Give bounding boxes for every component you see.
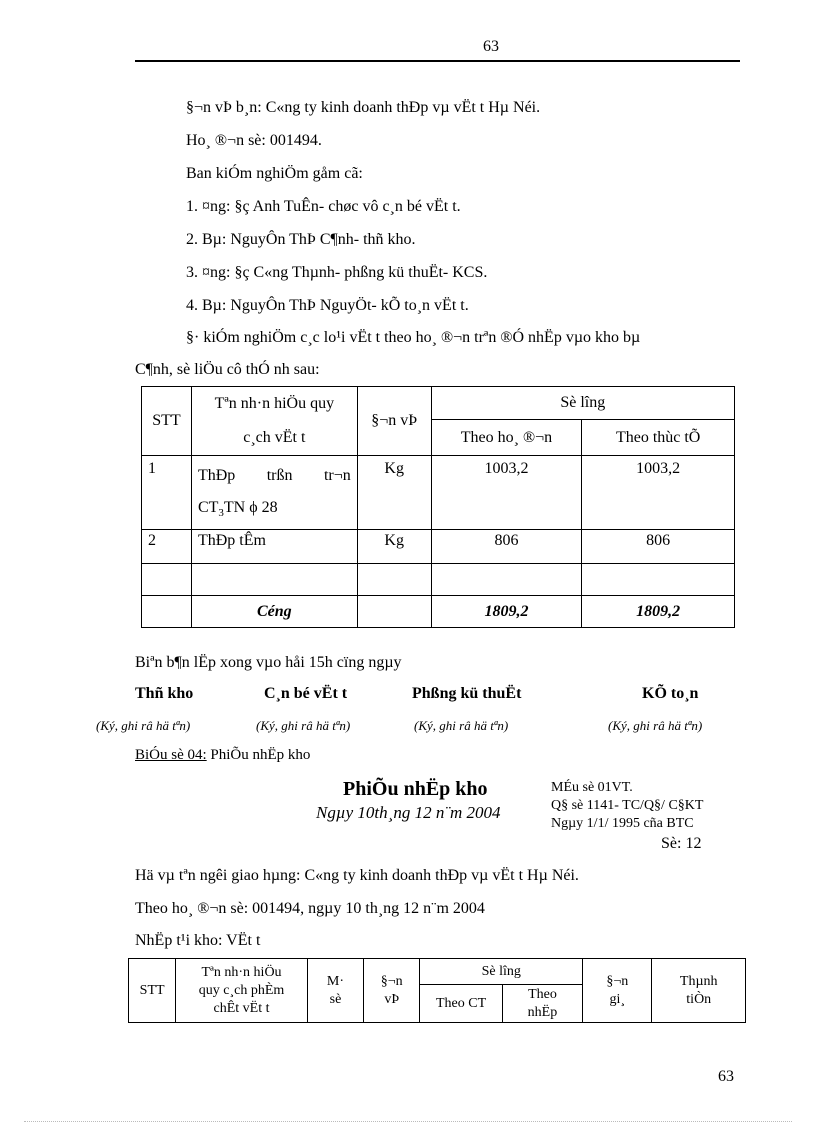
form-line-1: MÉu sè 01VT. xyxy=(551,780,633,795)
invoice-line: Ho¸ ®¬n sè: 001494. xyxy=(186,132,322,149)
figure-text: PhiÕu nhËp kho xyxy=(206,747,311,763)
row-stt: 1 xyxy=(142,456,192,530)
header-rule xyxy=(135,60,740,62)
row-name: ThÐp tÊm xyxy=(191,530,357,564)
row-unit: Kg xyxy=(357,456,431,530)
t2-header-stt: STT xyxy=(129,959,176,1023)
signature-title-materials: C¸n bé vËt t xyxy=(264,685,348,702)
receipt-table xyxy=(128,958,746,1023)
header-unit: §¬n vÞ xyxy=(357,387,431,456)
signature-note-1: (Ký, ghi râ hä tªn) xyxy=(96,718,191,733)
page-number-bottom: 63 xyxy=(718,1068,734,1085)
signature-title-technical: Phßng kü thuËt xyxy=(412,685,522,702)
form-line-2: Q§ sè 1141- TC/Q§/ C§KT xyxy=(551,798,704,813)
t2-header-unit: §¬n vÞ xyxy=(364,959,420,1023)
t2-header-qty: Sè lîng xyxy=(420,959,583,985)
member-4: 4. Bµ: NguyÔn ThÞ NguyÖt- kÕ to¸n vËt t. xyxy=(186,297,469,314)
total-invoice: 1809,2 xyxy=(431,596,582,628)
receipt-title: PhiÕu nhËp kho xyxy=(343,778,488,800)
row-stt: 2 xyxy=(142,530,192,564)
inspection-table xyxy=(141,386,735,628)
member-2: 2. Bµ: NguyÔn ThÞ C¶nh- thñ kho. xyxy=(186,231,416,248)
receipt-number: Sè: 12 xyxy=(661,835,702,852)
total-label: Céng xyxy=(191,596,357,628)
t2-header-amount: Thµnh tiÒn xyxy=(652,959,746,1023)
signature-note-4: (Ký, ghi râ hä tªn) xyxy=(608,718,703,733)
closing-line: Biªn b¶n lËp xong vµo håi 15h cïng ngµy xyxy=(135,654,402,671)
row-name xyxy=(191,456,357,530)
signature-note-3: (Ký, ghi râ hä tªn) xyxy=(414,718,509,733)
t2-header-code: M· sè xyxy=(307,959,363,1023)
header-qty-invoice: Theo ho¸ ®¬n xyxy=(431,420,582,456)
figure-label xyxy=(135,747,310,764)
row-name-a: ThÐp trßn tr¬n xyxy=(197,467,351,484)
t2-header-by-import: Theo nhËp xyxy=(502,985,582,1023)
row-invoice: 1003,2 xyxy=(431,456,582,530)
t2-header-price: §¬n gi¸ xyxy=(583,959,652,1023)
inspection-line-cont: C¶nh, sè liÖu cô thÓ nh sau: xyxy=(135,361,320,378)
header-name xyxy=(191,387,357,456)
footer-divider xyxy=(24,1121,792,1122)
table-total-row xyxy=(142,596,735,628)
row-invoice: 806 xyxy=(431,530,582,564)
page-number-top: 63 xyxy=(483,38,499,55)
total-actual: 1809,2 xyxy=(582,596,735,628)
header-name-line2: c¸ch vËt t xyxy=(243,429,306,446)
signature-title-accountant: KÕ to¸n xyxy=(642,685,699,702)
form-line-3: Ngµy 1/1/ 1995 cña BTC xyxy=(551,816,694,831)
figure-number: BiÓu sè 04: xyxy=(135,747,207,763)
row-unit: Kg xyxy=(357,530,431,564)
receipt-date: Ngµy 10th¸ng 12 n¨m 2004 xyxy=(316,803,501,822)
table-row-empty xyxy=(142,564,735,596)
row-name-b: $CT_3TN$ ϕ 28 xyxy=(197,499,278,520)
table-row xyxy=(142,456,735,530)
warehouse-line: NhËp t¹i kho: VËt t xyxy=(135,932,261,949)
t2-header-by-ct: Theo CT xyxy=(420,985,502,1023)
member-1: 1. ¤ng: §ç Anh TuÊn- chøc vô c¸n bé vËt t. xyxy=(186,198,461,215)
signature-title-storekeeper: Thñ kho xyxy=(135,685,194,702)
table-row xyxy=(142,530,735,564)
header-qty: Sè lîng xyxy=(431,387,734,420)
row-actual: 806 xyxy=(582,530,735,564)
signature-note-2: (Ký, ghi râ hä tªn) xyxy=(256,718,351,733)
inspection-line: §· kiÓm nghiÖm c¸c lo¹i vËt t theo ho¸ ®¬n trªn ®Ó nhËp vµo kho bµ xyxy=(186,329,641,346)
seller-line: §¬n vÞ b¸n: C«ng ty kinh doanh thÐp vµ vËt t Hµ Néi. xyxy=(186,99,541,116)
row-actual: 1003,2 xyxy=(582,456,735,530)
form-reference xyxy=(551,779,703,833)
header-stt: STT xyxy=(142,387,192,456)
member-3: 3. ¤ng: §ç C«ng Thµnh- phßng kü thuËt- KCS. xyxy=(186,264,488,281)
committee-line: Ban kiÓm nghiÖm gåm cã: xyxy=(186,165,363,182)
t2-header-name: Tªn nh·n hiÖu quy c¸ch phÈm chÊt vËt t xyxy=(176,959,308,1023)
header-qty-actual: Theo thùc tÕ xyxy=(582,420,735,456)
header-name-line1: Tªn nh·n hiÖu quy xyxy=(214,395,335,412)
invoice-ref-line: Theo ho¸ ®¬n sè: 001494, ngµy 10 th¸ng 12 n¨m 2004 xyxy=(135,900,485,917)
deliverer-line: Hä vµ tªn ngêi giao hµng: C«ng ty kinh doanh thÐp vµ vËt t Hµ Néi. xyxy=(135,867,579,884)
